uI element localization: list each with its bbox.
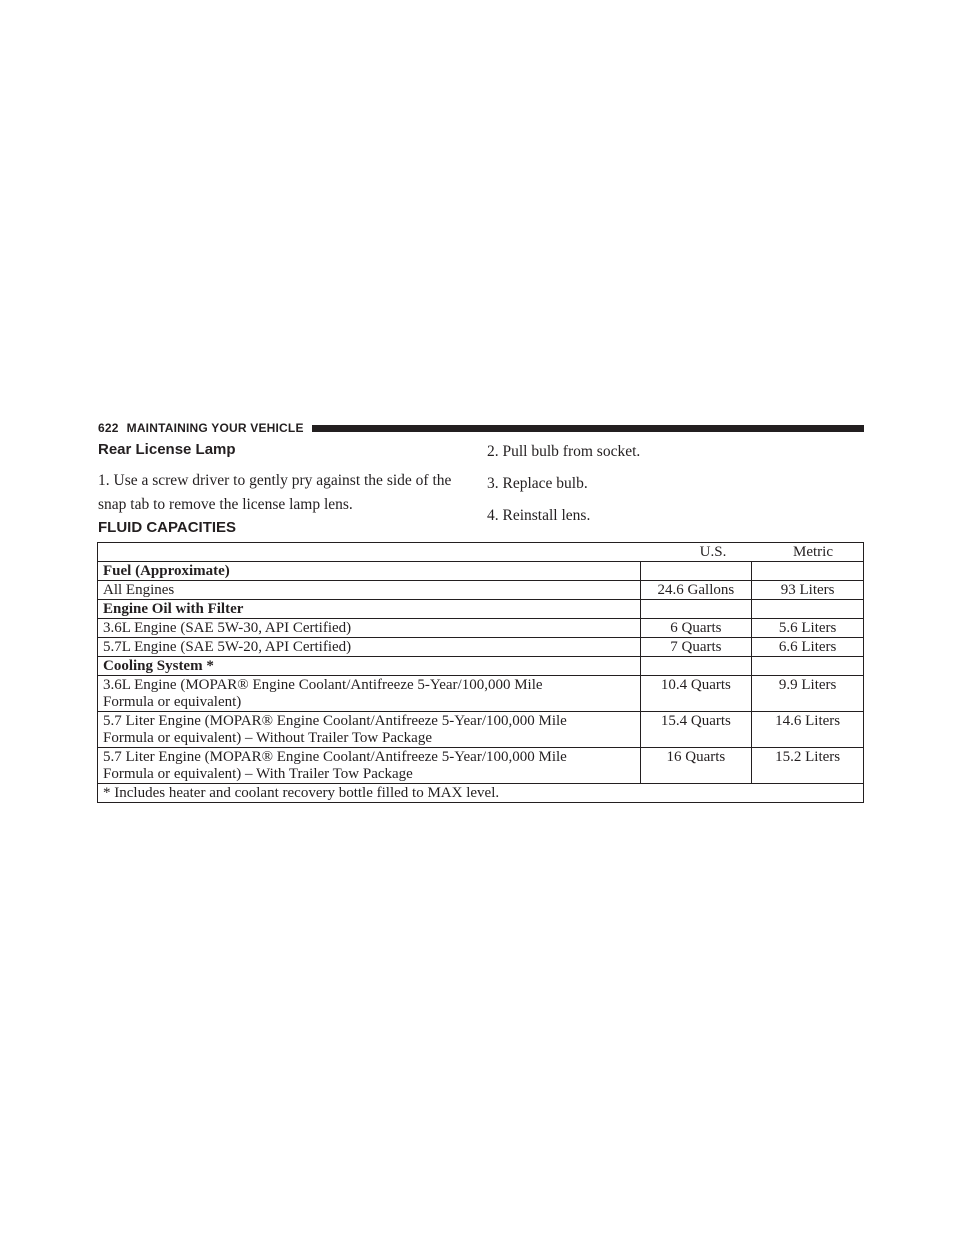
fluid-capacities-table bbox=[97, 542, 864, 803]
row-description-line-1: 3.6L Engine (MOPAR® Engine Coolant/Antifreeze 5-Year/100,000 Mile bbox=[103, 677, 543, 693]
row-metric-value bbox=[752, 562, 864, 581]
step-2-text: 2. Pull bulb from socket. bbox=[487, 443, 641, 460]
row-us-value: 6 Quarts bbox=[640, 619, 752, 638]
table-row bbox=[98, 619, 864, 638]
table-header-cell bbox=[98, 543, 864, 562]
row-us-value bbox=[640, 600, 752, 619]
row-description: Engine Oil with Filter bbox=[98, 600, 641, 619]
row-description-line-2: Formula or equivalent) – With Trailer Tow Package bbox=[103, 766, 413, 782]
row-description bbox=[98, 712, 641, 748]
row-description: All Engines bbox=[98, 581, 641, 600]
table-row bbox=[98, 581, 864, 600]
row-description: Fuel (Approximate) bbox=[98, 562, 641, 581]
row-metric-value: 6.6 Liters bbox=[752, 638, 864, 657]
steps-right-column bbox=[487, 440, 865, 536]
section-title: MAINTAINING YOUR VEHICLE bbox=[126, 421, 304, 435]
row-description: 5.7L Engine (SAE 5W-20, API Certified) bbox=[98, 638, 641, 657]
row-description-line-1: 5.7 Liter Engine (MOPAR® Engine Coolant/Antifreeze 5-Year/100,000 Mile bbox=[103, 749, 567, 765]
table-row bbox=[98, 657, 864, 676]
row-metric-value: 5.6 Liters bbox=[752, 619, 864, 638]
row-metric-value: 14.6 Liters bbox=[752, 712, 864, 748]
table-row bbox=[98, 600, 864, 619]
row-description: 3.6L Engine (SAE 5W-30, API Certified) bbox=[98, 619, 641, 638]
table-footnote: * Includes heater and coolant recovery bottle filled to MAX level. bbox=[98, 784, 864, 803]
row-us-value bbox=[640, 562, 752, 581]
row-us-value: 16 Quarts bbox=[640, 748, 752, 784]
row-description-line-2: Formula or equivalent) – Without Trailer Tow Package bbox=[103, 730, 432, 746]
header-rule bbox=[312, 425, 864, 432]
step-1-text: 1. Use a screw driver to gently pry against the side of the snap tab to remove the license lamp lens. bbox=[98, 472, 452, 513]
row-us-value bbox=[640, 657, 752, 676]
row-metric-value bbox=[752, 600, 864, 619]
page-header bbox=[98, 418, 864, 438]
fluid-capacities-heading: FLUID CAPACITIES bbox=[98, 519, 237, 536]
row-description bbox=[98, 676, 641, 712]
row-metric-value: 93 Liters bbox=[752, 581, 864, 600]
row-description bbox=[98, 748, 641, 784]
table-row bbox=[98, 712, 864, 748]
table-row bbox=[98, 562, 864, 581]
step-3-text: 3. Replace bulb. bbox=[487, 475, 588, 492]
row-description-line-2: Formula or equivalent) bbox=[103, 694, 242, 710]
column-header-metric: Metric bbox=[793, 544, 833, 560]
table-row bbox=[98, 638, 864, 657]
row-metric-value: 15.2 Liters bbox=[752, 748, 864, 784]
row-us-value: 24.6 Gallons bbox=[640, 581, 752, 600]
step-4-text: 4. Reinstall lens. bbox=[487, 507, 591, 524]
row-us-value: 10.4 Quarts bbox=[640, 676, 752, 712]
row-description: Cooling System * bbox=[98, 657, 641, 676]
table-row bbox=[98, 676, 864, 712]
table-footnote-row bbox=[98, 784, 864, 803]
row-metric-value bbox=[752, 657, 864, 676]
row-us-value: 7 Quarts bbox=[640, 638, 752, 657]
row-us-value: 15.4 Quarts bbox=[640, 712, 752, 748]
row-description-line-1: 5.7 Liter Engine (MOPAR® Engine Coolant/Antifreeze 5-Year/100,000 Mile bbox=[103, 713, 567, 729]
table-header-row bbox=[98, 543, 864, 562]
rear-license-lamp-heading: Rear License Lamp bbox=[98, 441, 236, 458]
column-header-us: U.S. bbox=[699, 544, 727, 560]
row-metric-value: 9.9 Liters bbox=[752, 676, 864, 712]
table-row bbox=[98, 748, 864, 784]
page-number: 622 bbox=[98, 421, 119, 435]
